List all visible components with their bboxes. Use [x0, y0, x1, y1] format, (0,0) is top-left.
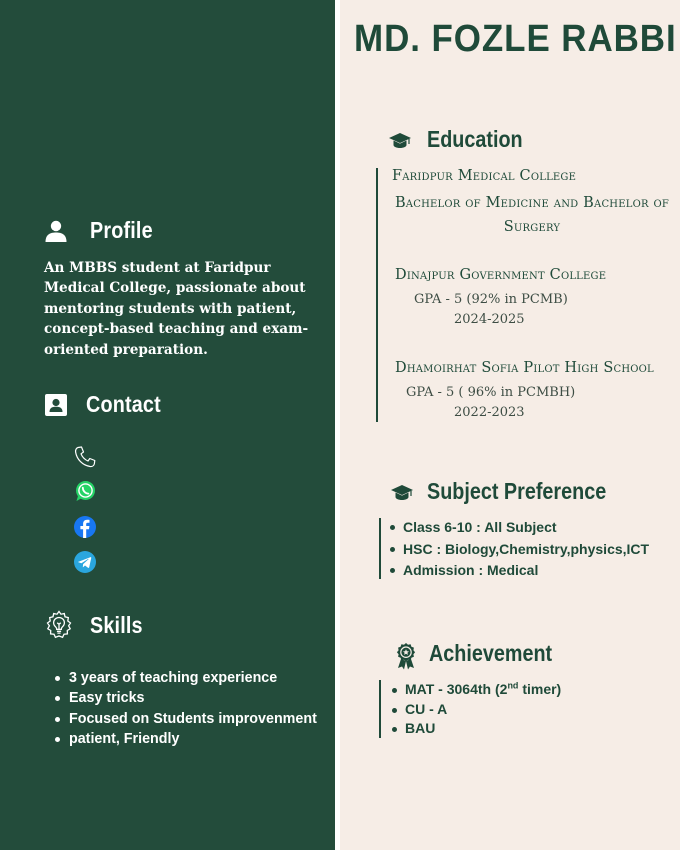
list-item: BAU	[390, 719, 561, 739]
education-divider	[376, 168, 378, 422]
education-header	[388, 126, 538, 153]
profile-header	[44, 217, 163, 244]
achievement-divider	[379, 680, 381, 738]
education-title: Education	[427, 126, 523, 152]
subject-preference-list	[388, 517, 649, 582]
achievement-header	[394, 640, 572, 667]
skills-list	[52, 668, 317, 749]
skills-header	[44, 610, 151, 640]
skills-title: Skills	[90, 611, 143, 638]
achievement-list	[390, 680, 561, 739]
list-item: patient, Friendly	[52, 729, 317, 749]
year-range: 2022-2023	[454, 405, 525, 420]
name-text: MD. FOZLE RABBI	[354, 18, 677, 60]
list-item: CU - A	[390, 700, 561, 720]
left-column	[0, 0, 335, 850]
institution-name: Faridpur Medical College	[392, 168, 577, 184]
profile-title: Profile	[90, 217, 153, 243]
telegram-icon[interactable]	[73, 550, 97, 574]
person-icon	[44, 219, 68, 243]
year-range: 2024-2025	[454, 312, 525, 327]
degree-name: Bachelor of Medicine and Bachelor of Surgery	[394, 195, 670, 235]
facebook-icon[interactable]	[73, 515, 97, 539]
subject-preference-header	[390, 478, 635, 505]
institution-name: Dinajpur Government College	[395, 267, 607, 283]
list-item: HSC : Biology,Chemistry,physics,ICT	[388, 539, 649, 561]
column-divider	[335, 0, 340, 850]
phone-icon[interactable]	[73, 445, 97, 469]
award-medal-icon	[394, 642, 418, 666]
list-item: Focused on Students improvenment	[52, 709, 317, 729]
graduation-cap-icon	[388, 128, 412, 152]
whatsapp-icon[interactable]	[73, 479, 97, 503]
subject-preference-title: Subject Preference	[427, 478, 607, 504]
subject-preference-divider	[379, 518, 381, 579]
gpa-text: GPA - 5 (92% in PCMB)	[414, 292, 568, 307]
list-item: Easy tricks	[52, 688, 317, 708]
institution-name: Dhamoirhat Sofia Pilot High School	[395, 360, 654, 376]
achievement-title: Achievement	[429, 640, 553, 666]
list-item: Class 6-10 : All Subject	[388, 517, 649, 539]
contact-title: Contact	[86, 391, 161, 417]
graduation-cap-icon	[390, 480, 414, 504]
profile-text: An MBBS student at Faridpur Medical College, passionate about mentoring students with patient, concept-based teaching and exam-oriented preparation.	[44, 260, 309, 358]
contact-header	[44, 391, 173, 418]
contact-card-icon	[44, 393, 68, 417]
gpa-text: GPA - 5 ( 96% in PCMBH)	[406, 385, 576, 400]
lightbulb-gear-icon	[44, 610, 74, 640]
list-item: MAT - 3064th (2nd timer)	[390, 680, 561, 700]
list-item: Admission : Medical	[388, 560, 649, 582]
page-title	[340, 18, 680, 61]
list-item: 3 years of teaching experience	[52, 668, 317, 688]
